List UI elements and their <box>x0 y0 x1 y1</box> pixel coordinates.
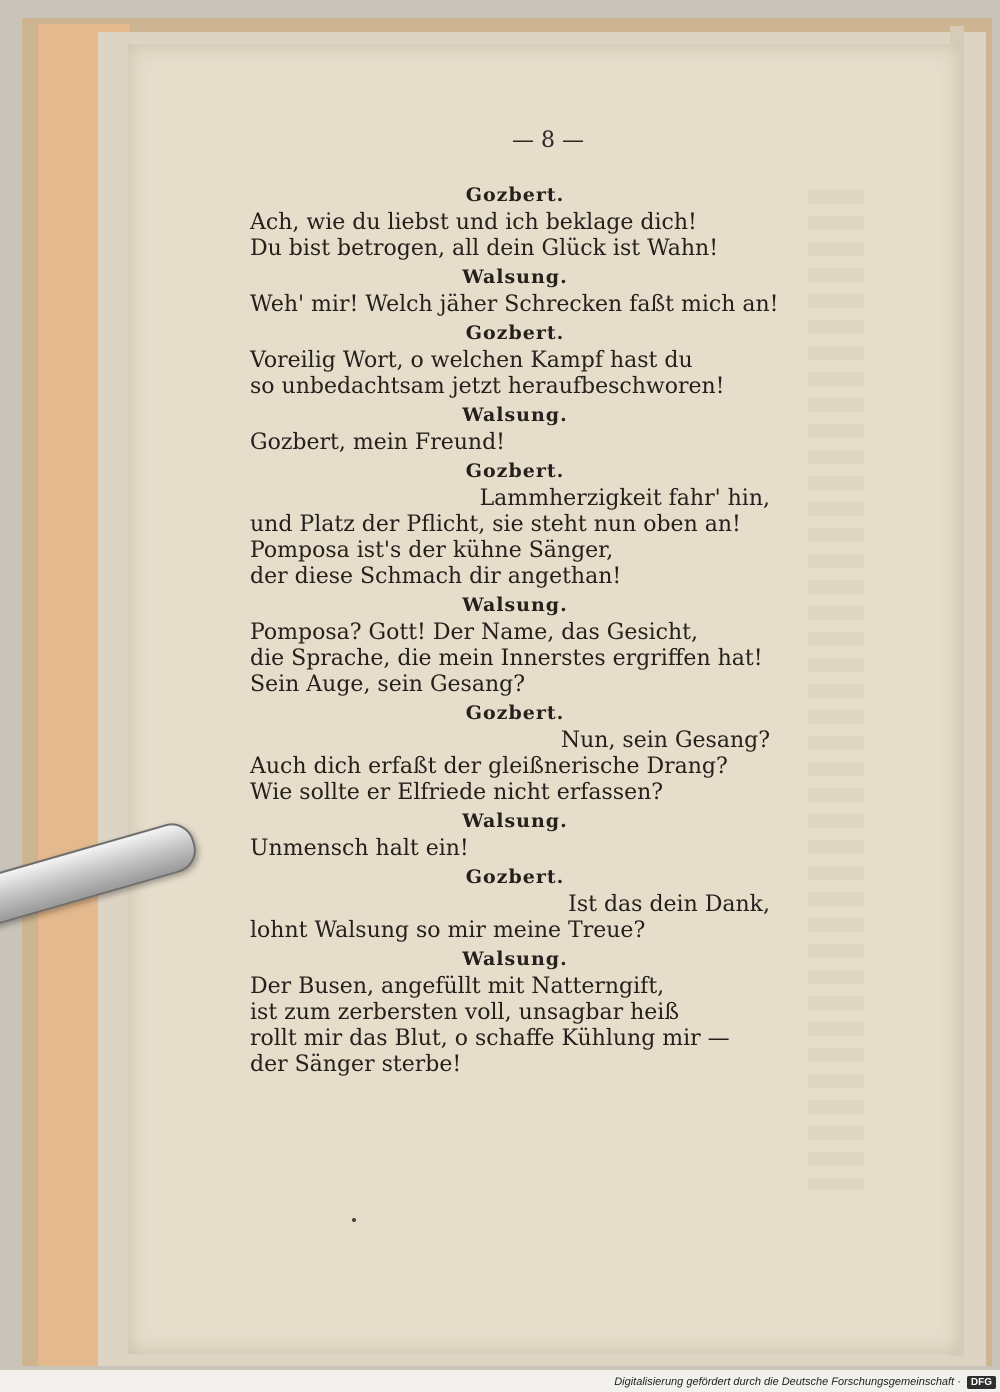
verse-line: Auch dich erfaßt der gleißnerische Drang? <box>250 754 728 779</box>
verse-line: Lammherzigkeit fahr' hin, <box>479 486 770 511</box>
verse-line: Unmensch halt ein! <box>250 836 469 861</box>
verse-line: der diese Schmach dir angethan! <box>250 564 622 589</box>
verse-line: Wie sollte er Elfriede nicht erfassen? <box>250 780 664 805</box>
speaker-name: Walsung. <box>462 266 568 288</box>
verse-line: Du bist betrogen, all dein Glück ist Wahn! <box>250 236 719 261</box>
verse-line: ist zum zerbersten voll, unsagbar heiß <box>250 1000 680 1025</box>
verse-line: Voreilig Wort, o welchen Kampf hast du <box>250 348 693 373</box>
verse-line: Pomposa? Gott! Der Name, das Gesicht, <box>250 620 699 645</box>
speaker-name: Gozbert. <box>465 322 565 344</box>
speaker-name: Walsung. <box>462 594 568 616</box>
verse-line: der Sänger sterbe! <box>250 1052 462 1077</box>
digitization-footer <box>500 1372 1000 1392</box>
verse-line: Gozbert, mein Freund! <box>250 430 505 455</box>
verse-line: die Sprache, die mein Innerstes ergriffen hat! <box>250 646 763 671</box>
verse-line: und Platz der Pflicht, sie steht nun oben an! <box>250 512 741 537</box>
ink-speck <box>352 1218 356 1222</box>
page-number: — 8 — <box>512 128 584 153</box>
speaker-name: Gozbert. <box>465 702 565 724</box>
dfg-logo: DFG <box>967 1376 996 1389</box>
speaker-name: Walsung. <box>462 404 568 426</box>
verse-line: Pomposa ist's der kühne Sänger, <box>250 538 614 563</box>
speaker-name: Gozbert. <box>465 866 565 888</box>
dialogue-text <box>250 180 790 1078</box>
verse-line: lohnt Walsung so mir meine Treue? <box>250 918 646 943</box>
verse-line: so unbedachtsam jetzt heraufbeschworen! <box>250 374 725 399</box>
verse-line: Ach, wie du liebst und ich beklage dich! <box>250 210 697 235</box>
bleed-through-texture <box>808 190 864 1190</box>
verse-line: Weh' mir! Welch jäher Schrecken faßt mich an! <box>250 292 779 317</box>
verse-line: Der Busen, angefüllt mit Natterngift, <box>250 974 665 999</box>
speaker-name: Gozbert. <box>465 184 565 206</box>
speaker-name: Walsung. <box>462 810 568 832</box>
speaker-name: Gozbert. <box>465 460 565 482</box>
speaker-name: Walsung. <box>462 948 568 970</box>
footer-credit: Digitalisierung gefördert durch die Deutsche Forschungsgemeinschaft · <box>614 1376 961 1388</box>
verse-line: rollt mir das Blut, o schaffe Kühlung mir — <box>250 1026 730 1051</box>
verse-line: Nun, sein Gesang? <box>560 728 770 753</box>
verse-line: Ist das dein Dank, <box>568 892 770 917</box>
verse-line: Sein Auge, sein Gesang? <box>250 672 525 697</box>
